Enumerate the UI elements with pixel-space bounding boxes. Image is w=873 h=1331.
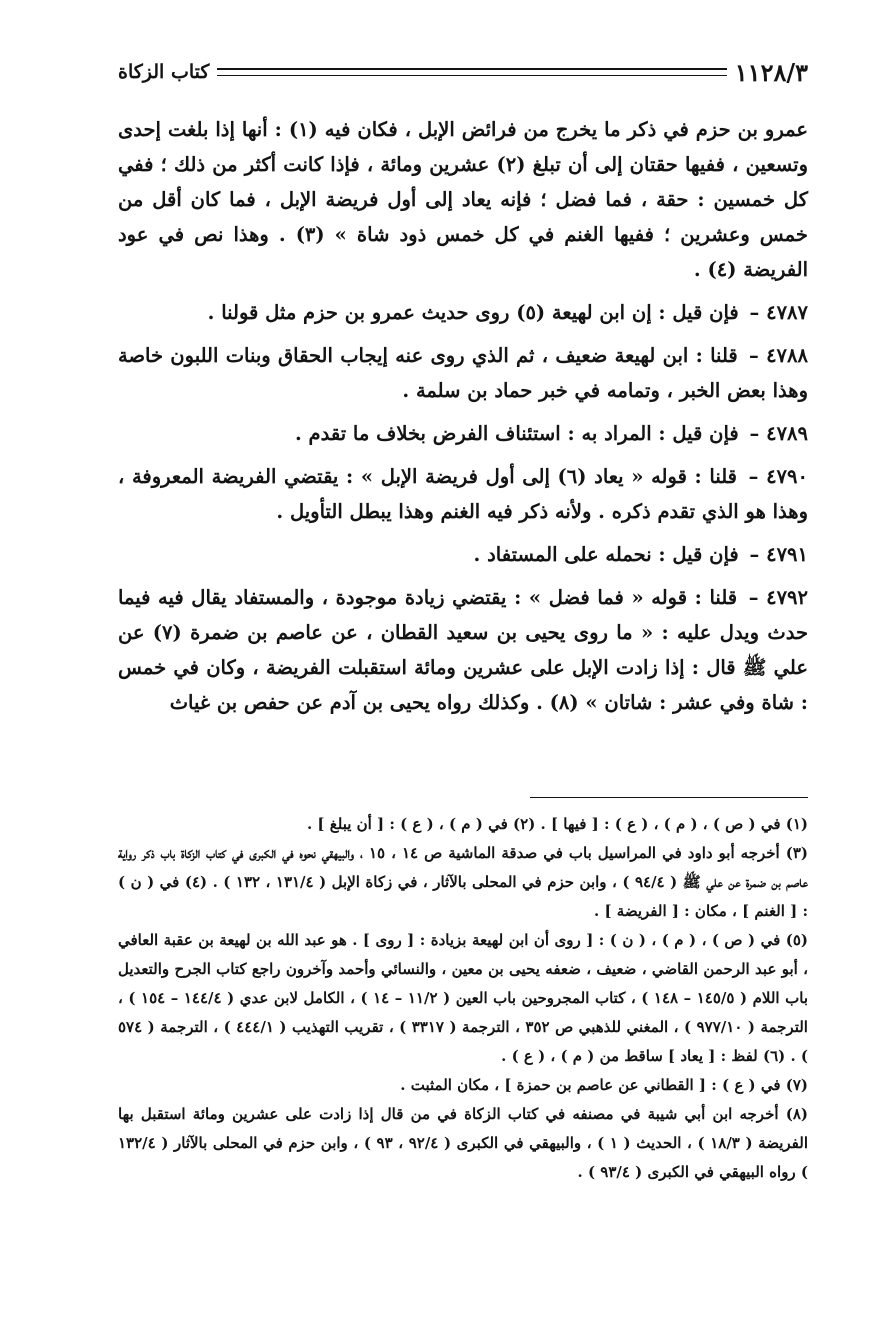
header-rule: [217, 68, 726, 76]
paragraph-text: فإن قيل : نحمله على المستفاد .: [473, 543, 739, 566]
footnote: (٧) في ( ع ) : [ القطاني عن عاصم بن حمزة ] ، مكان المثبت .: [400, 1076, 808, 1094]
paragraph-text: قلنا : قوله « فما فضل » : يقتضي زيادة موجودة ، والمستفاد يقال فيه فيما حدث ويدل عليه : « ما روى يحيى بن سعيد القطان ، عن عاصم بن ضمرة (٧) عن علي ﷺ قال : إذا زادت الإبل على عشرين ومائة استقبلت الفريضة ، وكان في خمس : شاة وفي عشر : شاتان » (٨) . وكذلك رواه يحيى بن آدم عن حفص بن غياث: [118, 586, 808, 714]
page-number: ١١٢٨/٣: [734, 57, 808, 87]
paragraph-number: ٤٧٩١ –: [749, 543, 808, 566]
paragraph: [118, 580, 808, 720]
paragraph: [118, 537, 808, 572]
paragraph-number: ٤٧٩٠ –: [748, 465, 808, 488]
book-title: كتاب الزكاة: [118, 61, 210, 83]
paragraph-text: فإن قيل : المراد به : استئناف الفرض بخلاف ما تقدم .: [294, 422, 739, 445]
paragraph-text: قلنا : قوله « يعاد (٦) إلى أول فريضة الإبل » : يقتضي الفريضة المعروفة ، وهذا هو الذي تقدم ذكره . ولأنه ذكر فيه الغنم وهذا يبطل التأويل .: [118, 465, 808, 523]
paragraph: [118, 416, 808, 451]
paragraph: [118, 112, 808, 287]
main-text: [118, 112, 808, 720]
paragraph-text: قلنا : ابن لهيعة ضعيف ، ثم الذي روى عنه إيجاب الحقاق وبنات اللبون خاصة وهذا بعض الخبر ، وتمامه في خبر حماد بن سلمة .: [118, 344, 808, 402]
paragraph-text: فإن قيل : إن ابن لهيعة (٥) روى حديث عمرو بن حزم مثل قولنا .: [207, 301, 739, 324]
paragraph-text: عمرو بن حزم في ذكر ما يخرج من فرائض الإبل ، فكان فيه (١) : أنها إذا بلغت إحدى وتسعين ، ففيها حقتان إلى أن تبلغ (٢) عشرين ومائة ، فإذا كانت أكثر من ذلك ؛ ففي كل خمسين : حقة ، فما فضل ؛ فإنه يعاد إلى أول فريضة الإبل ، فما كان أقل من خمس وعشرين ؛ ففيها الغنم في كل خمس ذود شاة » (٣) . وهذا نص في عود الفريضة (٤) .: [118, 118, 809, 281]
running-header: [118, 54, 808, 90]
paragraph-number: ٤٧٨٩ –: [749, 422, 808, 445]
paragraph-number: ٤٧٩٢ –: [748, 586, 809, 609]
footnote: (٣) أخرجه أبو داود في المراسيل باب في صدقة الماشية ص ١٤ ، ١٥ ، والبيهقي نحوه في الكبرى في كتاب الزكاة باب ذكر رواية عاصم بن ضمرة عن علي ﷺ ( ٩٤/٤ ) ، وابن حزم في المحلى بالآثار ، في زكاة الإبل ( ١٣١/٤ ، ١٣٢ ) . (٤) في ( ن ) : [ الغنم ] ، مكان : [ الفريضة ] .: [118, 844, 808, 920]
footnote: (١) في ( ص ) ، ( م ) ، ( ع ) : [ فيها ] . (٢) في ( م ) ، ( ع ) : [ أن يبلغ ] .: [306, 815, 808, 833]
paragraph-number: ٤٧٨٧ –: [749, 301, 808, 324]
footnote: (٥) في ( ص ) ، ( م ) ، ( ن ) : [ روى أن ابن لهيعة بزيادة : [ روى ] . هو عبد الله بن لهيعة بن عقبة العافي ، أبو عبد الرحمن القاضي ، ضعيف ، ضعفه يحيى بن معين ، والنسائي وأحمد وآخرون راجع كتاب الجرح والتعديل باب اللام ( ١٤٥/٥ – ١٤٨ ) ، كتاب المجروحين باب العين ( ١١/٢ – ١٤ ) ، الكامل لابن عدي ( ١٤٤/٤ – ١٥٤ ) ، الترجمة ( ٩٧٧/١٠ ) ، المغني للذهبي ص ٣٥٢ ، الترجمة ( ٣٣١٧ ) ، تقريب التهذيب ( ٤٤٤/١ ) ، الترجمة ( ٥٧٤ ) . (٦) لفظ : [ يعاد ] ساقط من ( م ) ، ( ع ) .: [118, 931, 809, 1065]
paragraph: [118, 459, 808, 529]
footnote: (٨) أخرجه ابن أبي شيبة في مصنفه في كتاب الزكاة في من قال إذا زادت على عشرين ومائة استقبل بها الفريضة ( ١٨/٣ ) ، الحديث ( ١ ) ، والبيهقي في الكبرى ( ٩٢/٤ ، ٩٣ ) ، وابن حزم في المحلى بالآثار ( ١٣٢/٤ ) رواه البيهقي في الكبرى ( ٩٣/٤ ) .: [118, 1105, 808, 1181]
footnote-separator: [530, 797, 808, 798]
footnotes: [118, 810, 808, 1187]
paragraph: [118, 338, 808, 408]
paragraph: [118, 295, 808, 330]
paragraph-number: ٤٧٨٨ –: [749, 344, 808, 367]
